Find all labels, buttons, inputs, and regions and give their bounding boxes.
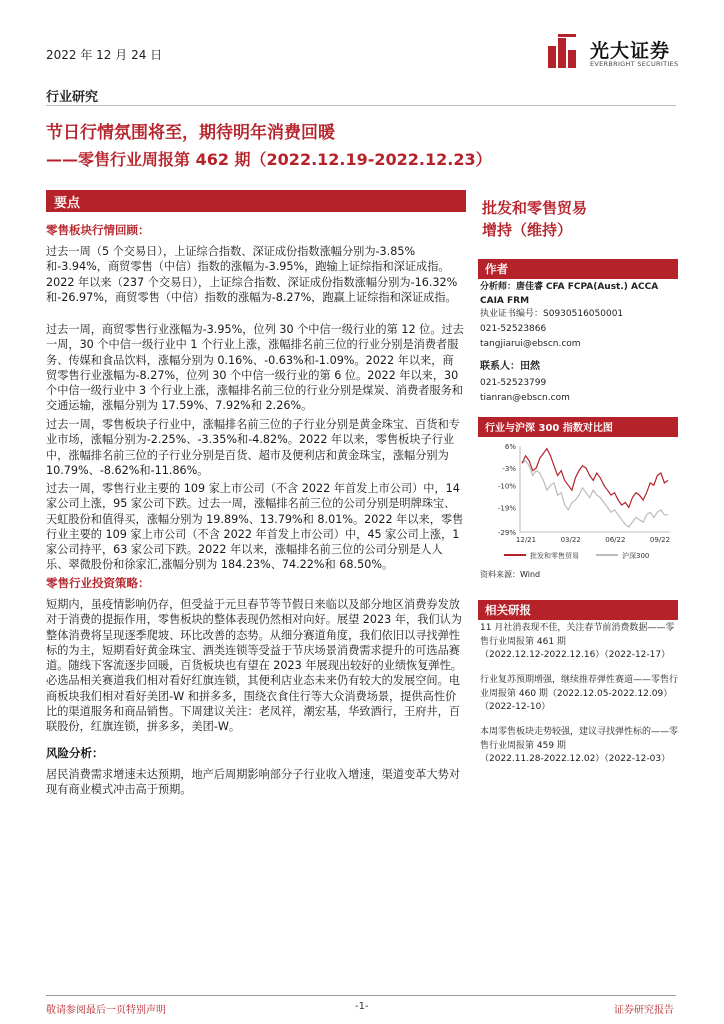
y-tick-label: -29%: [497, 529, 516, 537]
summary-label: 要点: [54, 196, 81, 211]
related-item[interactable]: [480, 622, 680, 663]
authors-label: 作者: [485, 262, 508, 276]
related-label: 相关研报: [485, 603, 531, 617]
related-title: 行业复苏预期增强，继续推荐弹性赛道——零售行业周报第 460 期（2022.12.05-2022.12.09）: [480, 675, 679, 699]
section-heading: 风险分析：: [46, 746, 104, 760]
x-tick-label: 09/22: [649, 536, 671, 544]
legend-label: 沪深300: [622, 552, 650, 560]
analyst-label: 分析师：: [480, 282, 517, 292]
contact-email[interactable]: tianran@ebscn.com: [480, 393, 570, 403]
rating: 增持（维持）: [482, 221, 573, 239]
y-tick-label: -3%: [502, 465, 516, 474]
logo-mark-icon: [546, 32, 584, 70]
summary-bar: [46, 190, 466, 212]
comparison-chart: [478, 440, 678, 570]
related-meta: （2022.12.12-2022.12.16）（2022-12-17）: [480, 650, 671, 660]
page-number: -1-: [355, 1001, 369, 1012]
rating-industry: 批发和零售贸易: [482, 199, 588, 217]
chart-source: 资料来源：Wind: [480, 570, 541, 579]
contact-phone: 021-52523799: [480, 378, 547, 388]
authors-bar: [478, 259, 678, 279]
legend-label: 批发和零售贸易: [530, 552, 579, 560]
x-tick-label: 03/22: [560, 536, 581, 544]
analyst-cert: CFA FCPA(Aust.) ACCA CAIA FRM: [480, 282, 659, 306]
contact-block: [480, 360, 540, 374]
y-tick-label: 6%: [504, 443, 516, 451]
series-line: [522, 449, 668, 508]
report-subtitle: ——零售行业周报第 462 期（2022.12.19-2022.12.23）: [46, 150, 492, 169]
footer-divider: [46, 995, 676, 996]
contact-name: 田然: [520, 361, 540, 372]
related-item[interactable]: [480, 674, 680, 715]
logo-english: EVERBRIGHT SECURITIES: [590, 60, 679, 68]
logo-name: 光大证券: [590, 40, 671, 62]
section-heading: 零售行业投资策略：: [46, 576, 150, 590]
contact-label: 联系人：: [480, 361, 520, 372]
report-date: 2022 年 12 月 24 日: [46, 48, 163, 62]
paragraph: 过去一周（5 个交易日），上证综合指数、深证成份指数涨幅分别为-3.85%和-3.94%，商贸零售（中信）指数的涨幅为-3.95%，跑输上证综指和深证成指。2022 年以来（237 个交易日），上证综合指数、深证成份指数涨幅分别为-16.32%和-26.97%，商贸零售（中信）指数的涨幅为-8.27%，跑赢上证综指和深证成指。: [46, 245, 458, 304]
y-tick-label: -10%: [497, 482, 516, 491]
analyst-license: 执业证书编号：S0930516050001: [480, 309, 624, 319]
related-title: 11 月社消表现不佳，关注春节前消费数据——零售行业周报第 461 期: [480, 623, 675, 647]
chart-label: 行业与沪深 300 指数对比图: [485, 423, 613, 434]
paragraph: 过去一周，零售板块子行业中，涨幅排名前三位的子行业分别是黄金珠宝、百货和专业市场，涨幅分别为-2.25%、-3.35%和-4.82%。2022 年以来，零售板块子行业中，涨幅排名前三位的子行业分别是百货、超市及便利店和黄金珠宝，涨幅分别为 10.79%、-8.62%和-11.86%。: [46, 418, 460, 477]
footer-disclaimer: 敬请参阅最后一页特别声明: [46, 1005, 166, 1016]
paragraph: 过去一周，商贸零售行业涨幅为-3.95%，位列 30 个中信一级行业的第 12 位。过去一周，30 个中信一级行业中 1 个行业上涨，涨幅排名前三位的行业分别是消费者服务、传媒和食品饮料，涨幅分别为 0.16%、-0.63%和-1.09%。2022 年以来，商贸零售行业涨幅为-8.27%，位列 30 个中信一级行业的第 6 位。2022 年以来，30 个中信一级行业中 3 个行业上涨，涨幅排名前三位的行业分别是煤炭、消费者服务和交通运输，涨幅分别为 17.59%、7.92%和 2.26%。: [46, 323, 464, 413]
paragraph: 过去一周，零售行业主要的 109 家上市公司（不含 2022 年首发上市公司）中，14 家公司上涨，95 家公司下跌。过去一周，涨幅排名前三位的公司分别是明牌珠宝、天虹股份和值得买，涨幅分别为 19.89%、13.79%和 8.01%。2022 年以来，零售行业主要的 109 家上市公司（不含 2022 年首发上市公司）中，45 家公司上涨，1 家公司持平，63 家公司下跌。2022 年以来，涨幅排名前三位的公司分别是人人乐、翠微股份和徐家汇,涨幅分别为 184.23%、74.22%和 68.50%。: [46, 482, 464, 572]
analyst-email[interactable]: tangjiarui@ebscn.com: [480, 339, 581, 349]
y-tick-label: -19%: [497, 504, 516, 513]
related-item[interactable]: [480, 726, 680, 767]
related-title: 本周零售板块走势较强，建议寻找弹性标的——零售行业周报第 459 期: [480, 727, 679, 751]
divider: [46, 105, 676, 106]
x-tick-label: 12/21: [515, 536, 537, 544]
footer-report-type: 证券研究报告: [614, 1005, 674, 1016]
x-tick-label: 06/22: [605, 536, 626, 544]
related-meta: （2022.11.28-2022.12.02）（2022-12-03）: [480, 754, 671, 764]
analyst-phone: 021-52523866: [480, 324, 547, 334]
analyst-block: [480, 280, 680, 308]
related-meta: （2022-12-10）: [480, 702, 551, 712]
section-heading: 零售板块行情回顾：: [46, 223, 150, 237]
logo: [546, 32, 584, 70]
analyst-name: 唐佳睿: [516, 282, 544, 292]
report-type: 行业研究: [46, 90, 99, 105]
paragraph: 短期内，虽疫情影响仍存，但受益于元旦春节等节假日来临以及部分地区消费券发放对于消费的提振作用，零售板块的整体表现仍然相对向好。展望 2023 年，我们认为整体消费将呈现逐季爬坡、环比改善的态势。从细分赛道角度，我们依旧以寻找弹性标的为主，短期看好黄金珠宝、酒类连锁等受益于节庆场景消费需求提升的可选品赛道。随线下客流逐步回暖，百货板块也有望在 2023 年展现出较好的业绩恢复弹性。必选品相关赛道我们相对看好红旗连锁，其便利店业态未来仍有较大的发展空间。电商板块我们相对看好美团-W 和拼多多，围绕衣食住行等大众消费场景，提供高性价比的渠道服务和商品销售。下周建议关注：老凤祥，潮宏基，华致酒行，王府井，百联股份，红旗连锁，拼多多，美团-W。: [46, 598, 462, 734]
paragraph: 居民消费需求增速未达预期，地产后周期影响部分子行业收入增速，渠道变革大势对现有商业模式冲击高于预期。: [46, 768, 460, 797]
report-title: 节日行情氛围将至，期待明年消费回暖: [46, 123, 335, 143]
